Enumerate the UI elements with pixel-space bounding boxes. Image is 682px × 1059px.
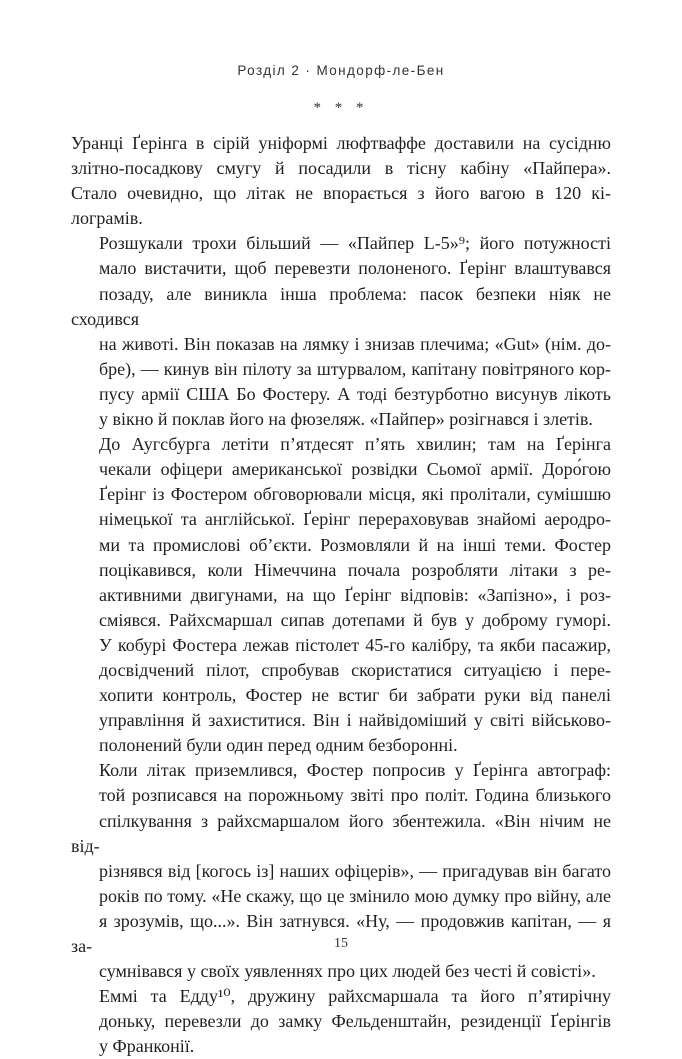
- page-number: 15: [334, 936, 348, 951]
- running-head: Розділ 2 · Мондорф-ле-Бен: [237, 63, 445, 78]
- text-line: сміявся. Райхсмаршал сипав дотепами й був у доброму гуморі.: [99, 609, 611, 630]
- text-line: лограмів.: [71, 208, 143, 229]
- text-line: Уранці Ґерінга в сірій уніформі люфтваффе доставили на сусідню: [71, 133, 611, 153]
- text-line: Ґерінг із Фостером обговорювали місця, які пролітали, сумішшю: [99, 484, 611, 505]
- text-line: мало вистачити, щоб перевезти полоненого. Ґерінг влаштувався: [99, 258, 611, 279]
- paragraph-3: [71, 432, 611, 758]
- text-line: пусу армії США Бо Фостеру. А тоді безтурботно висунув лікоть: [99, 383, 611, 404]
- text-line: сумнівався у своїх уявленнях про цих людей без честі й совісті».: [99, 961, 596, 982]
- text-line: чекали офіцери американської розвідки Сьомої армії. Доро́гою: [99, 459, 611, 480]
- text-line: Стало очевидно, що літак не впорається з його вагою в 120 кі-: [71, 183, 611, 204]
- text-line: бре), — кинув він пілоту за штурвалом, капітану повітряного кор-: [99, 358, 611, 379]
- paragraph-2: [71, 231, 611, 432]
- text-line: управління й захиститися. Він і найвідоміший у світі військово-: [99, 710, 611, 731]
- text-line: у вікно й поклав його на фюзеляж. «Пайпер» розігнався і злетів.: [99, 409, 593, 430]
- paragraph-1: [71, 131, 611, 231]
- text-line: активними двигунами, на що Ґерінг відповів: «Запізно», і роз-: [99, 584, 611, 605]
- text-line: ми та промислові об’єкти. Розмовляли й на інші теми. Фостер: [99, 534, 611, 555]
- text-line: на животі. Він показав на лямку і знизав плечима; «Gut» (нім. до-: [99, 333, 611, 354]
- text-line: різнявся від [когось із] наших офіцерів», — пригадував він багато: [99, 860, 611, 881]
- section-break: * * *: [313, 100, 369, 116]
- text-line: років по тому. «Не скажу, що це змінило мою думку про війну, але: [99, 885, 611, 906]
- text-line: поцікавився, коли Німеччина почала розробляти літаки з ре-: [99, 559, 611, 580]
- text-line: той розписався на порожньому звіті про політ. Година близького: [99, 785, 611, 806]
- text-line: у Франконії.: [99, 1036, 195, 1057]
- text-line: Розшукали трохи більший — «Пайпер L-5»⁹; його потужності: [99, 233, 611, 254]
- text-line: хопити контроль, Фостер не встиг би забрати руки від панелі: [99, 685, 611, 706]
- body-text: [71, 131, 611, 1059]
- text-line: До Аугсбурга летіти п’ятдесят п’ять хвилин; там на Ґерінга: [99, 434, 611, 455]
- text-line: У кобурі Фостера лежав пістолет 45-го калібру, та якби пасажир,: [99, 634, 611, 655]
- paragraph-5: [71, 984, 611, 1059]
- text-line: полонений були один перед одним безборонні.: [99, 735, 458, 756]
- text-line: злітно-посадкову смугу й посадили в тісну кабіну «Пайпера».: [71, 158, 611, 179]
- text-line: доньку, перевезли до замку Фельденштайн, резиденції Ґерінгів: [99, 1011, 611, 1032]
- text-line: я зрозумів, що...». Він затнувся. «Ну, — продовжив капітан, — я за-: [71, 910, 611, 956]
- text-line: спілкування з райхсмаршалом його збентежила. «Він нічим не від-: [71, 810, 611, 856]
- text-line: Еммі та Едду¹⁰, дружину райхсмаршала та його п’ятирічну: [99, 986, 611, 1007]
- text-line: німецької та англійської. Ґерінг перераховував знайомі аеродро-: [99, 509, 611, 530]
- text-line: позаду, але виникла інша проблема: пасок безпеки ніяк не сходився: [71, 283, 611, 329]
- text-line: досвідчений пілот, спробував скористатися ситуацією і пере-: [99, 659, 611, 680]
- text-line: Коли літак приземлився, Фостер попросив у Ґерінга автограф:: [99, 760, 611, 781]
